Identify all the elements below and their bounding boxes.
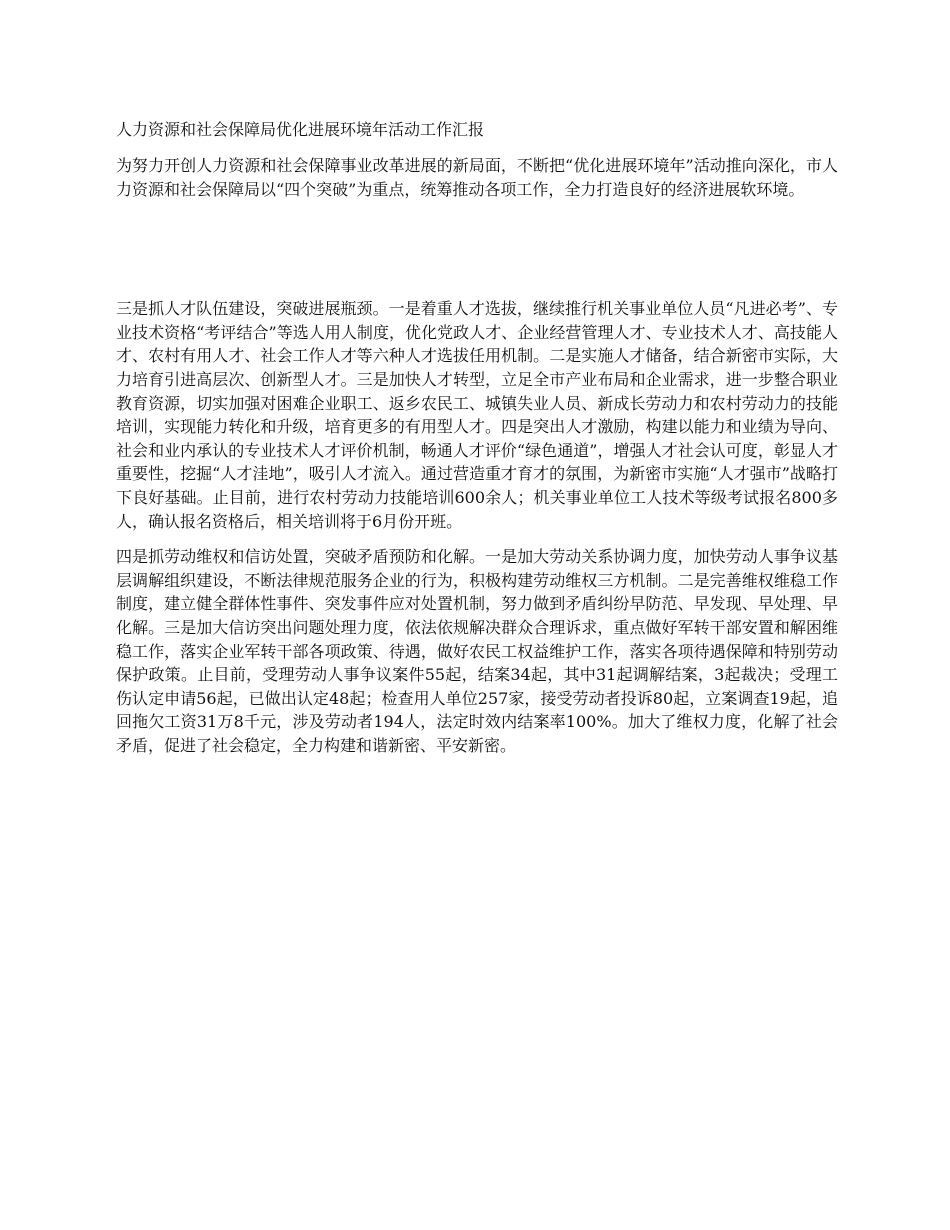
paragraph-intro: 为努力开创人力资源和社会保障事业改革进展的新局面，不断把“优化进展环境年”活动推向深化，市人力资源和社会保障局以“四个突破”为重点，统筹推动各项工作，全力打造良好的经济进展软环境。 (116, 156, 838, 199)
paragraph-talent: 三是抓人才队伍建设，突破进展瓶颈。一是着重人才选拔，继续推行机关事业单位人员“凡进必考”、专业技术资格“考评结合”等选人用人制度，优化党政人才、企业经营管理人才、专业技术人才、高技能人才、农村有用人才、社会工作人才等六种人才选拔任用机制。二是实施人才储备，结合新密市实际，大力培育引进高层次、创新型人才。三是加快人才转型，立足全市产业布局和企业需求，进一步整合职业教育资源，切实加强对困难企业职工、返乡农民工、城镇失业人员、新成长劳动力和农村劳动力的技能培训，实现能力转化和升级，培育更多的有用型人才。四是突出人才激励，构建以能力和业绩为导向、社会和业内承认的专业技术人才评价机制，畅通人才评价“绿色通道”，增强人才社会认可度，彰显人才重要性，挖掘“人才洼地”，吸引人才流入。通过营造重才育才的氛围，为新密市实施“人才强市”战略打下良好基础。止目前，进行农村劳动力技能培训600余人；机关事业单位工人技术等级考试报名800多人，确认报名资格后，相关培训将于6月份开班。 (116, 299, 838, 531)
blank-gap (116, 201, 838, 297)
paragraph-labor-rights: 四是抓劳动维权和信访处置，突破矛盾预防和化解。一是加大劳动关系协调力度，加快劳动人事争议基层调解组织建设，不断法律规范服务企业的行为，积极构建劳动维权三方机制。二是完善维权维稳工作制度，建立健全群体性事件、突发事件应对处置机制，努力做到矛盾纠纷早防范、早发现、早处理、早化解。三是加大信访突出问题处理力度，依法依规解决群众合理诉求，重点做好军转干部安置和解困维稳工作，落实企业军转干部各项政策、待遇，做好农民工权益维护工作，落实各项待遇保障和特别劳动保护政策。止目前，受理劳动人事争议案件55起，结案34起，其中31起调解结案，3起裁决；受理工伤认定申请56起，已做出认定48起；检查用人单位257家，接受劳动者投诉80起，立案调查19起，追回拖欠工资31万8千元，涉及劳动者194人，法定时效内结案率100%。加大了维权力度，化解了社会矛盾，促进了社会稳定，全力构建和谐新密、平安新密。 (116, 547, 838, 755)
document-title: 人力资源和社会保障局优化进展环境年活动工作汇报 (116, 120, 485, 139)
document-page (116, 118, 838, 757)
